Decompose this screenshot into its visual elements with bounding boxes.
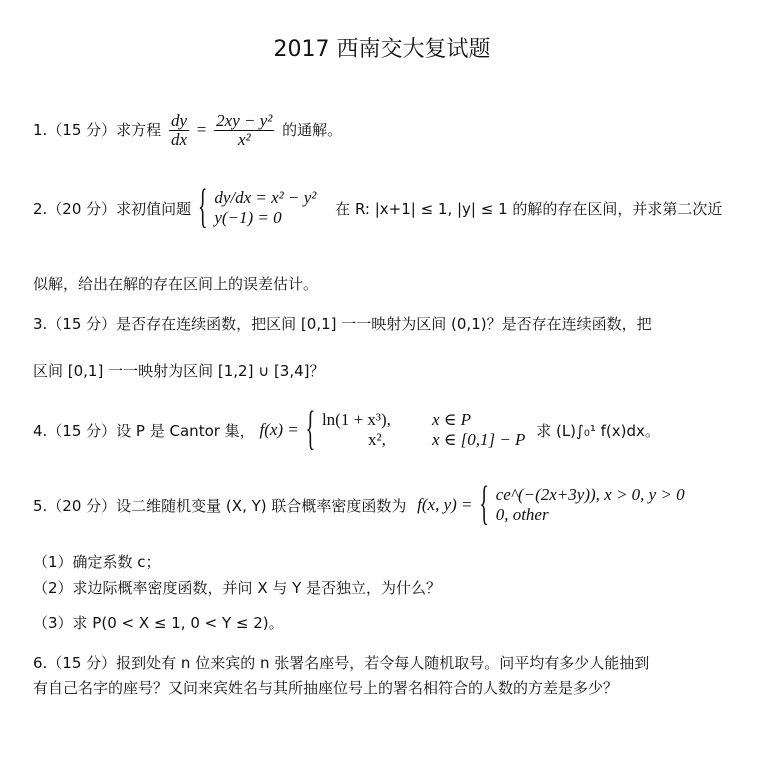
q2-initial-condition: y(−1) = 0 bbox=[214, 208, 282, 228]
question-6-line-2: 有自己名字的座号？又问来宾姓名与其所抽座位号上的署名相符合的人数的方差是多少？ bbox=[33, 679, 619, 697]
question-6-line-1: 6.（15 分）报到处有 n 位来宾的 n 张署名座号，若令每人随机取号。问平均有多少人能抽到 bbox=[33, 654, 650, 672]
q2-tail: 的解的存在区间，并求第二次近 bbox=[512, 199, 723, 218]
q2-brace: { bbox=[197, 180, 208, 234]
q5-lead: 5.（20 分）设二维随机变量 (X, Y) 联合概率密度函数为 bbox=[33, 496, 407, 515]
q5-f-def: f(x, y) = bbox=[417, 495, 473, 515]
q1-rhs-fraction: $\frac{\text{2xy − y²}}{\text{x²}}$ bbox=[216, 111, 273, 149]
q4-brace: { bbox=[305, 402, 316, 456]
q5-subquestion-1: （1）确定系数 c； bbox=[33, 553, 161, 571]
question-3-line-1: 3.（15 分）是否存在连续函数，把区间 [0,1] 一一映射为区间 (0,1)？是否存在连续函数，把 bbox=[33, 315, 652, 333]
question-1: 1.（15 分）求方程 $\frac{dy}{dx}$ = $\frac{\text{2xy − y²}}{\text{x²}}$ 的通解。 bbox=[33, 111, 343, 149]
question-4 bbox=[33, 402, 660, 456]
question-5 bbox=[33, 477, 685, 531]
question-2 bbox=[33, 180, 723, 234]
q2-equation: dy/dx = x² − y² bbox=[214, 188, 317, 207]
page-title: 2017 西南交大复试题 bbox=[273, 37, 491, 62]
q5-cases bbox=[496, 485, 685, 526]
q4-case-1: ln(1 + x³), x ∈ P bbox=[321, 410, 471, 429]
q5-case-1: ce^(−(2x+3y)), x > 0, y > 0 bbox=[495, 485, 685, 504]
q5-subquestion-3: （3）求 P(0 < X ≤ 1, 0 < Y ≤ 2)。 bbox=[33, 614, 284, 632]
q2-region: 在 R: |x+1| ≤ 1, |y| ≤ 1 bbox=[335, 199, 508, 218]
q5-subquestion-2: （2）求边际概率密度函数，并问 X 与 Y 是否独立，为什么？ bbox=[33, 579, 442, 597]
q4-lead: 4.（15 分）设 P 是 Cantor 集， bbox=[33, 421, 255, 440]
q2-lead: 2.（20 分）求初值问题 bbox=[33, 199, 192, 218]
question-2-continued: 似解，给出在解的存在区间上的误差估计。 bbox=[33, 275, 319, 293]
q4-f-def: f(x) = bbox=[259, 420, 299, 440]
q5-brace: { bbox=[479, 477, 489, 531]
q1-tail: 的通解。 bbox=[282, 120, 343, 139]
q1-lead: 1.（15 分）求方程 bbox=[33, 120, 162, 139]
q4-tail: 求 (L)∫₀¹ f(x)dx。 bbox=[536, 421, 660, 440]
q5-case-2: 0, other bbox=[495, 505, 549, 525]
q4-case-2: x², x ∈ [0,1] − P bbox=[368, 430, 526, 450]
q1-lhs-fraction: $\frac{dy}{dx}$ bbox=[170, 111, 187, 149]
q4-cases bbox=[322, 410, 525, 451]
q2-system bbox=[214, 188, 316, 229]
question-3-line-2: 区间 [0,1] 一一映射为区间 [1,2] ∪ [3,4]？ bbox=[33, 362, 325, 380]
